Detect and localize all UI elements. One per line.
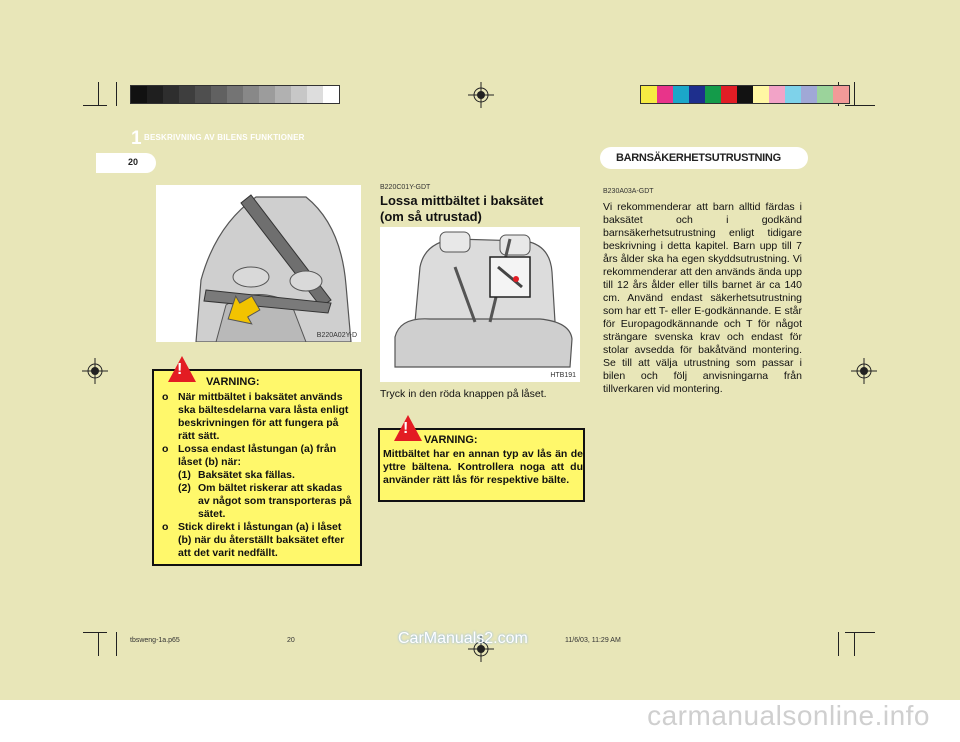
color-swatch	[753, 86, 769, 103]
section-title: BESKRIVNING AV BILENS FUNKTIONER	[144, 133, 305, 142]
color-swatch	[705, 86, 721, 103]
color-swatch	[673, 86, 689, 103]
footer-file: tbsweng-1a.p65	[130, 637, 180, 644]
site-banner	[0, 700, 960, 742]
crop-mark	[98, 632, 99, 656]
registration-mark-icon	[851, 358, 877, 384]
warning-title: VARNING:	[206, 376, 260, 388]
color-swatch	[259, 86, 275, 103]
color-swatch	[291, 86, 307, 103]
crop-mark	[854, 82, 855, 106]
seatbelt-illustration	[156, 185, 361, 342]
chapter-tab-label: BARNSÄKERHETSUTRUSTNING	[616, 152, 781, 164]
color-swatch	[833, 86, 849, 103]
page-number-tab	[96, 153, 156, 173]
color-swatch	[801, 86, 817, 103]
crop-mark	[838, 632, 839, 656]
crop-mark	[116, 632, 117, 656]
warning-list	[162, 391, 356, 560]
image-code: B220A02Y-D	[316, 332, 357, 339]
section-heading: Lossa mittbältet i baksätet (om så utrustad)	[380, 193, 544, 224]
crop-mark	[845, 105, 875, 106]
footer-page: 20	[287, 637, 295, 644]
color-swatch	[163, 86, 179, 103]
warning-subitem: (1) Baksätet ska fällas.	[178, 469, 295, 481]
color-swatch	[323, 86, 339, 103]
warning-item: o Stick direkt i låstungan (a) i låset (b) när du återställt baksätet efter att det varit nedfällt.	[162, 521, 345, 559]
color-swatch	[275, 86, 291, 103]
color-swatch	[307, 86, 323, 103]
crop-mark	[83, 105, 107, 106]
color-swatch	[817, 86, 833, 103]
image-code: HTB191	[550, 372, 576, 379]
color-swatch	[785, 86, 801, 103]
instruction-text: Tryck in den röda knappen på låset.	[380, 388, 547, 400]
crop-mark	[854, 632, 855, 656]
color-swatch	[211, 86, 227, 103]
color-swatch	[195, 86, 211, 103]
warning-title: VARNING:	[424, 434, 478, 446]
footer-date: 11/6/03, 11:29 AM	[565, 637, 621, 644]
warning-text: Mittbältet har en annan typ av lås än de yttre bältena. Kontrollera noga att du använder rätt lås för respektive bälte.	[383, 448, 583, 486]
color-swatch	[689, 86, 705, 103]
color-swatch	[721, 86, 737, 103]
warning-item: o När mittbältet i baksätet används ska bältesdelarna vara låsta enligt beskrivningen för att fungera på rätt sätt.	[162, 391, 349, 442]
seatbelt-photo	[156, 185, 361, 342]
warning-subitem: (2) Om bältet riskerar att skadas av något som transporteras på sätet.	[178, 482, 352, 520]
crop-mark	[116, 82, 117, 106]
section-code: B220C01Y-GDT	[380, 184, 431, 191]
color-calibration-bar	[640, 85, 850, 104]
child-safety-text: Vi rekommenderar att barn alltid färdas i baksätet och i godkänd barnsäkerhetsutrustning enligt tidigare beskrivning i detta kapitel. Barn upp till 7 års ålder ska ha egen skyddsutrustning. Vi rekommenderar att den används ända upp till 12 års ålder eller tills barnet är ca 140 cm. Använd endast säkerhetsutrustning som har ett T- eller E-godkännande. E står för Europagodkännande och T för något strängare svenska krav och endast för stolar avsedda för bakåtvänd montering. Se till att välja utrustning som passar i bilen och följ anvisningarna från tillverkaren vid montering.	[603, 201, 802, 395]
registration-mark-icon	[468, 82, 494, 108]
rear-seat-illustration	[380, 227, 580, 382]
grayscale-bar	[130, 85, 340, 104]
rear-seat-photo	[380, 227, 580, 382]
chapter-tab	[600, 147, 808, 169]
exclamation-icon: !	[177, 361, 183, 378]
color-swatch	[179, 86, 195, 103]
color-swatch	[243, 86, 259, 103]
warning-box-middle	[378, 420, 585, 502]
watermark: CarManuals2.com	[398, 630, 528, 647]
registration-mark-icon	[82, 358, 108, 384]
crop-mark	[845, 632, 875, 633]
color-swatch	[737, 86, 753, 103]
section-code: B230A03A-GDT	[603, 188, 654, 195]
color-swatch	[227, 86, 243, 103]
section-number: 1	[131, 128, 142, 149]
color-swatch	[657, 86, 673, 103]
color-swatch	[769, 86, 785, 103]
color-swatch	[147, 86, 163, 103]
crop-mark	[83, 632, 107, 633]
page-number: 20	[128, 157, 139, 167]
crop-mark	[98, 82, 99, 106]
color-swatch	[641, 86, 657, 103]
warning-item: o Lossa endast låstungan (a) från låset (b) när:	[162, 443, 337, 468]
color-swatch	[131, 86, 147, 103]
warning-box-left	[152, 361, 362, 566]
site-name: carmanualsonline.info	[647, 700, 930, 731]
exclamation-icon: !	[403, 420, 409, 437]
